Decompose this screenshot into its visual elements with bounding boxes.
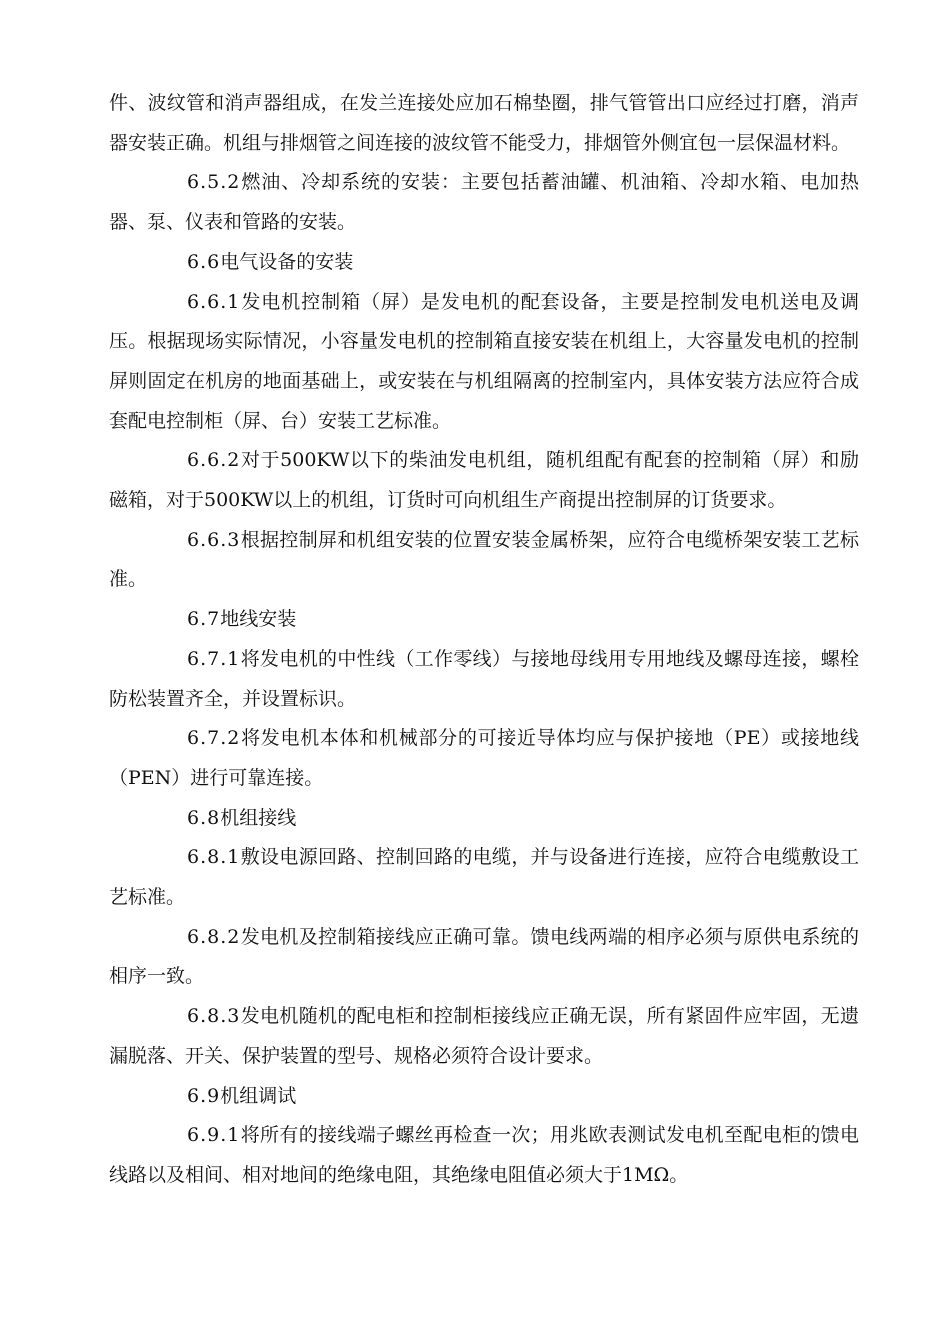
- section-number: 6.6.1: [187, 290, 241, 313]
- paragraph-6-6-1: [109, 283, 859, 442]
- paragraph-text: 根据控制屏和机组安装的位置安装金属桥架，应符合电缆桥架安装工艺标准。: [109, 528, 859, 591]
- heading-6-6: [109, 243, 859, 283]
- paragraph-continuation: [109, 84, 859, 163]
- paragraph-text: 发电机及控制箱接线应正确可靠。馈电线两端的相序必须与原供电系统的相序一致。: [109, 925, 859, 988]
- paragraph-text: 件、波纹管和消声器组成，在发兰连接处应加石棉垫圈，排气管管出口应经过打磨，消声器安装正确。机组与排烟管之间连接的波纹管不能受力，排烟管外侧宜包一层保温材料。: [109, 92, 859, 154]
- paragraph-6-7-2: [109, 719, 859, 798]
- paragraph-text: 将发电机的中性线（工作零线）与接地母线用专用地线及螺母连接，螺栓防松装置齐全，并设置标识。: [109, 647, 859, 710]
- section-heading: 电气设备的安装: [220, 250, 354, 273]
- document-body: [109, 84, 859, 1196]
- section-number: 6.8.3: [187, 1005, 241, 1028]
- paragraph-text: 发电机随机的配电柜和控制柜接线应正确无误，所有紧固件应牢固，无遗漏脱落、开关、保护装置的型号、规格必须符合设计要求。: [109, 1005, 859, 1067]
- section-number: 6.9.1: [187, 1124, 241, 1147]
- section-number: 6.6.3: [187, 528, 241, 551]
- paragraph-6-6-3: [109, 521, 859, 600]
- heading-6-7: [109, 600, 859, 640]
- section-heading: 地线安装: [220, 608, 297, 631]
- paragraph-6-9-1: [109, 1116, 859, 1195]
- heading-6-8: [109, 799, 859, 839]
- paragraph-text: 发电机控制箱（屏）是发电机的配套设备，主要是控制发电机送电及调压。根据现场实际情况，小容量发电机的控制箱直接安装在机组上，大容量发电机的控制屏则固定在机房的地面基础上，或安装在与机组隔离的控制室内，具体安装方法应符合成套配电控制柜（屏、台）安装工艺标准。: [109, 290, 859, 432]
- section-number: 6.8: [187, 806, 221, 829]
- section-number: 6.7: [187, 608, 221, 631]
- section-number: 6.8.1: [187, 846, 241, 869]
- paragraph-6-8-3: [109, 997, 859, 1076]
- paragraph-6-6-2: [109, 441, 859, 520]
- section-number: 6.7.1: [187, 647, 241, 670]
- section-number: 6.7.2: [187, 727, 241, 750]
- paragraph-text: 燃油、冷却系统的安装：主要包括蓄油罐、机油箱、冷却水箱、电加热器、泵、仪表和管路的安装。: [109, 171, 859, 234]
- paragraph-6-5-2: [109, 163, 859, 242]
- section-number: 6.6: [187, 250, 221, 273]
- paragraph-text: 对于500KW以下的柴油发电机组，随机组配有配套的控制箱（屏）和励磁箱，对于500KW以上的机组，订货时可向机组生产商提出控制屏的订货要求。: [109, 449, 859, 512]
- section-number: 6.9: [187, 1084, 221, 1107]
- section-number: 6.8.2: [187, 925, 241, 948]
- paragraph-text: 敷设电源回路、控制回路的电缆，并与设备进行连接，应符合电缆敷设工艺标准。: [109, 846, 859, 909]
- section-heading: 机组接线: [220, 806, 297, 829]
- paragraph-6-7-1: [109, 640, 859, 719]
- section-heading: 机组调试: [220, 1084, 297, 1107]
- section-number: 6.5.2: [187, 171, 241, 194]
- section-number: 6.6.2: [187, 449, 241, 472]
- heading-6-9: [109, 1077, 859, 1117]
- paragraph-text: 将发电机本体和机械部分的可接近导体均应与保护接地（PE）或接地线（PEN）进行可靠连接。: [109, 727, 859, 789]
- paragraph-text: 将所有的接线端子螺丝再检查一次；用兆欧表测试发电机至配电柜的馈电线路以及相间、相对地间的绝缘电阻，其绝缘电阻值必须大于1MΩ。: [109, 1124, 859, 1186]
- paragraph-6-8-1: [109, 838, 859, 917]
- paragraph-6-8-2: [109, 918, 859, 997]
